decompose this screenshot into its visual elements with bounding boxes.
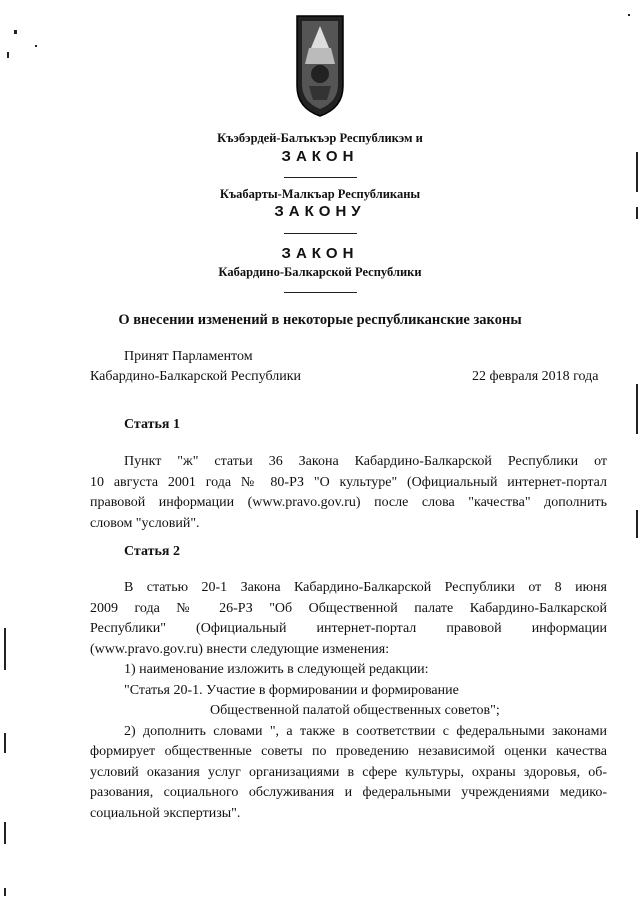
text-line: В статью 20-1 Закона Кабардино-Балкарской Республики от 8 июня (124, 580, 607, 595)
text-line: социальной экспертизы". (90, 805, 241, 821)
scan-speck (14, 30, 17, 34)
text-line: 10 августа 2001 года № 80-РЗ "О культуре" (Официальный интернет-портал (90, 474, 607, 490)
text-line: 2009 года № 26-РЗ "Об Общественной палате Кабардино-Балкарской (90, 600, 607, 616)
scan-edge-mark (636, 207, 638, 219)
text-line: Пункт "ж" статьи 36 Закона Кабардино-Балкарской Республики от (124, 454, 607, 469)
divider (284, 292, 357, 293)
adopted-by: Принят Парламентом (124, 349, 253, 364)
adopted-by-republic: Кабардино-Балкарской Республики (90, 369, 301, 384)
scan-speck (628, 14, 630, 16)
header-line-russian: Кабардино-Балкарской Республики (218, 265, 422, 279)
adoption-date: 22 февраля 2018 года (472, 369, 599, 384)
article-1-heading: Статья 1 (124, 417, 180, 432)
text-line: Общественной палатой общественных советов"; (210, 703, 500, 718)
article-2-heading: Статья 2 (124, 544, 180, 559)
text-line: правовой информации (www.pravo.gov.ru) после слова "качества" дополнить (90, 495, 607, 510)
scan-edge-mark (636, 152, 638, 192)
header-line-balkar: Къабарты-Малкъар Республиканы (219, 187, 421, 201)
scan-edge-mark (4, 822, 6, 844)
scan-speck (7, 52, 9, 58)
text-line: 2) дополнить словами ", а также в соответствии с федеральными законами (124, 723, 607, 739)
text-line: формирует общественные советы по проведению независимой оценки качества (90, 744, 607, 759)
text-line: разования, социального обслуживания и федеральными учреждениями медико- (90, 785, 607, 800)
text-line: словом "условий". (90, 515, 200, 531)
law-title: О внесении изменений в некоторые республиканские законы (118, 312, 522, 328)
divider (284, 233, 357, 234)
header-zakon-russian: ЗАКОН (281, 245, 359, 262)
header-zakon-balkar: ЗАКОНУ (274, 203, 366, 220)
scan-edge-mark (4, 888, 6, 896)
header-zakon-kabardian: ЗАКОН (281, 148, 359, 165)
text-line: Республики" (Официальный интернет-портал правовой информации (90, 621, 607, 636)
article-2-text (90, 578, 607, 824)
scan-edge-mark (4, 733, 6, 753)
text-line: условий оказания услуг организациями в сфере культуры, охраны здоровья, об- (90, 764, 607, 780)
text-line: "Статья 20-1. Участие в формировании и формирование (124, 682, 459, 698)
divider (284, 177, 357, 178)
scan-speck (35, 45, 37, 47)
header-line-kabardian: Къэбэрдей-Балъкъэр Республикэм и (217, 131, 423, 145)
coat-of-arms-icon (291, 12, 349, 118)
text-line: 1) наименование изложить в следующей редакции: (124, 662, 429, 677)
scan-edge-mark (636, 510, 638, 538)
text-line: (www.pravo.gov.ru) внести следующие изменения: (90, 641, 390, 657)
scan-edge-mark (4, 628, 6, 670)
scan-edge-mark (636, 384, 638, 434)
article-1-text (90, 452, 607, 534)
